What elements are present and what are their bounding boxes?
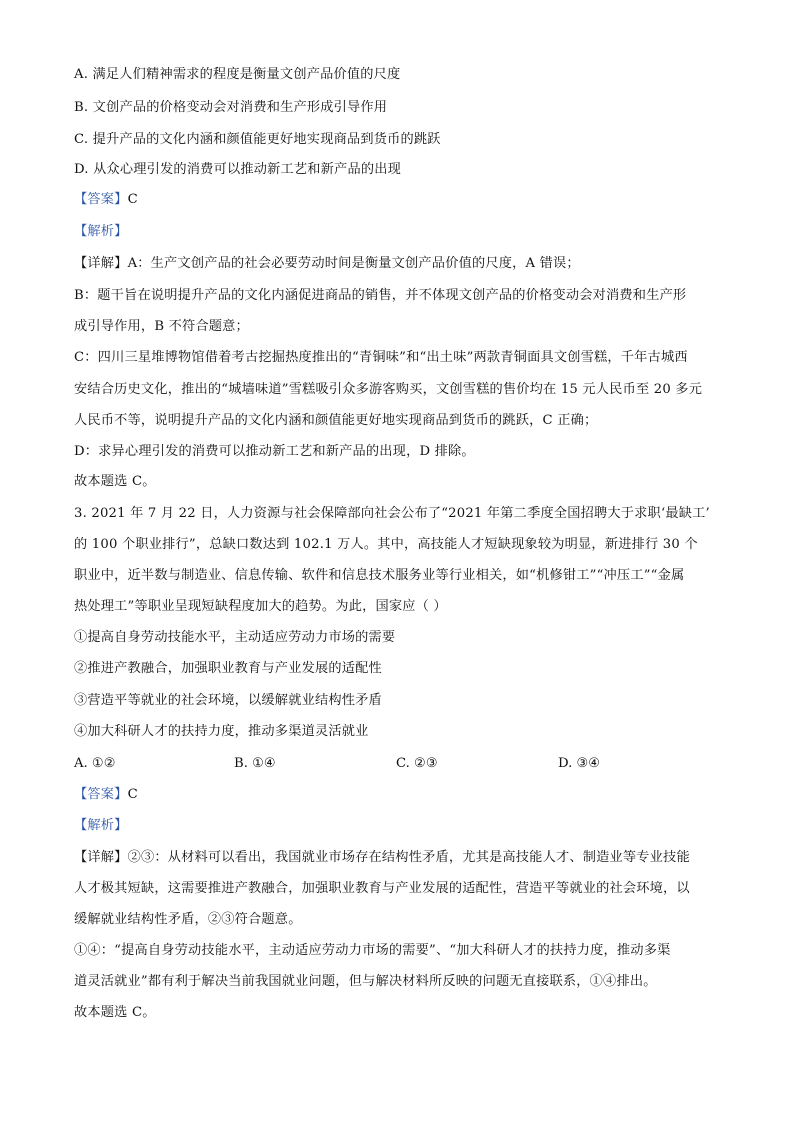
q3-choice-d: D. ③④ (558, 756, 601, 771)
q2-detail-line-6: 人民币不等，说明提升产品的文化内涵和颜值能更好地实现商品到货币的跳跃，C 正确； (74, 413, 598, 428)
answer-tag: 【答案】 (74, 192, 128, 207)
q3-detail-line-2: 人才极其短缺，这需要推进产教融合，加强职业教育与产业发展的适配性，营造平等就业的社会环境，以 (74, 881, 690, 896)
q2-detail-line-3: 成引导作用，B 不符合题意； (74, 319, 249, 334)
q3-conclusion: 故本题选 C。 (74, 1005, 156, 1020)
q3-statement-3: ③营造平等就业的社会环境，以缓解就业结构性矛盾 (74, 693, 382, 708)
q2-answer (74, 191, 724, 209)
q2-option-b: B. 文创产品的价格变动会对消费和生产形成引导作用 (74, 100, 388, 115)
q3-stem-line-1: 3. 2021 年 7 月 22 日，人力资源与社会保障部向社会公布了“2021 年第二季度全国招聘大于求职‘最缺工’ (74, 506, 710, 521)
q3-choice-c: C. ②③ (396, 756, 438, 771)
q3-detail-line-4: ①④：“提高自身劳动技能水平，主动适应劳动力市场的需要”、“加大科研人才的扶持力度，推动多渠 (74, 943, 671, 958)
q3-detail-line-3: 缓解就业结构性矛盾，②③符合题意。 (74, 912, 302, 927)
q2-analysis-tag: 【解析】 (74, 224, 128, 239)
q3-statement-2: ②推进产教融合，加强职业教育与产业发展的适配性 (74, 661, 382, 676)
detail-tag: 【详解】 (74, 256, 128, 271)
q3-stem-line-2: 的 100 个职业排行”，总缺口数达到 102.1 万人。其中，高技能人才短缺现象较为明显，新进排行 30 个 (74, 537, 698, 552)
answer-value: C (127, 192, 138, 207)
q3-detail-line-1: 【详解】②③：从材料可以看出，我国就业市场存在结构性矛盾，尤其是高技能人才、制造业等专业技能 (74, 850, 690, 865)
q3-statement-4: ④加大科研人才的扶持力度，推动多渠道灵活就业 (74, 724, 369, 739)
q2-option-d: D. 从众心理引发的消费可以推动新工艺和新产品的出现 (74, 162, 401, 177)
q2-detail-line-1: 【详解】A：生产文创产品的社会必要劳动时间是衡量文创产品价值的尺度，A 错误； (74, 256, 580, 271)
q2-detail-line-5: 安结合历史文化，推出的“城墙味道”雪糕吸引众多游客购买，文创雪糕的售价均在 15 元人民币至 20 多元 (74, 382, 703, 397)
detail-tag: 【详解】 (74, 850, 128, 865)
q3-answer (74, 786, 724, 804)
q3-choice-b: B. ①④ (234, 756, 276, 771)
q2-option-a: A. 满足人们精神需求的程度是衡量文创产品价值的尺度 (74, 67, 401, 82)
q2-detail-line-7: D：求异心理引发的消费可以推动新工艺和新产品的出现，D 排除。 (74, 444, 475, 459)
q3-analysis-tag: 【解析】 (74, 818, 128, 833)
answer-tag: 【答案】 (74, 787, 128, 802)
q3-stem-line-4: 热处理工”等职业呈现短缺程度加大的趋势。为此，国家应（ ） (74, 599, 447, 614)
q3-choice-a: A. ①② (74, 756, 116, 771)
q3-stem-line-3: 职业中，近半数与制造业、信息传输、软件和信息技术服务业等行业相关，如“机修钳工”“冲压工”“金属 (74, 568, 685, 583)
q2-conclusion: 故本题选 C。 (74, 474, 156, 489)
answer-value: C (127, 787, 138, 802)
q3-detail-line-5: 道灵活就业”都有利于解决当前我国就业问题，但与解决材料所反映的问题无直接联系，①④排出。 (74, 974, 657, 989)
q2-detail-line-2: B：题干旨在说明提升产品的文化内涵促进商品的销售，并不体现文创产品的价格变动会对消费和生产形 (74, 288, 687, 303)
q2-option-c: C. 提升产品的文化内涵和颜值能更好地实现商品到货币的跳跃 (74, 132, 441, 147)
q2-detail-line-4: C：四川三星堆博物馆借着考古挖掘热度推出的“青铜味”和“出土味”两款青铜面具文创雪糕，千年古城西 (74, 350, 688, 365)
q3-statement-1: ①提高自身劳动技能水平，主动适应劳动力市场的需要 (74, 630, 396, 645)
